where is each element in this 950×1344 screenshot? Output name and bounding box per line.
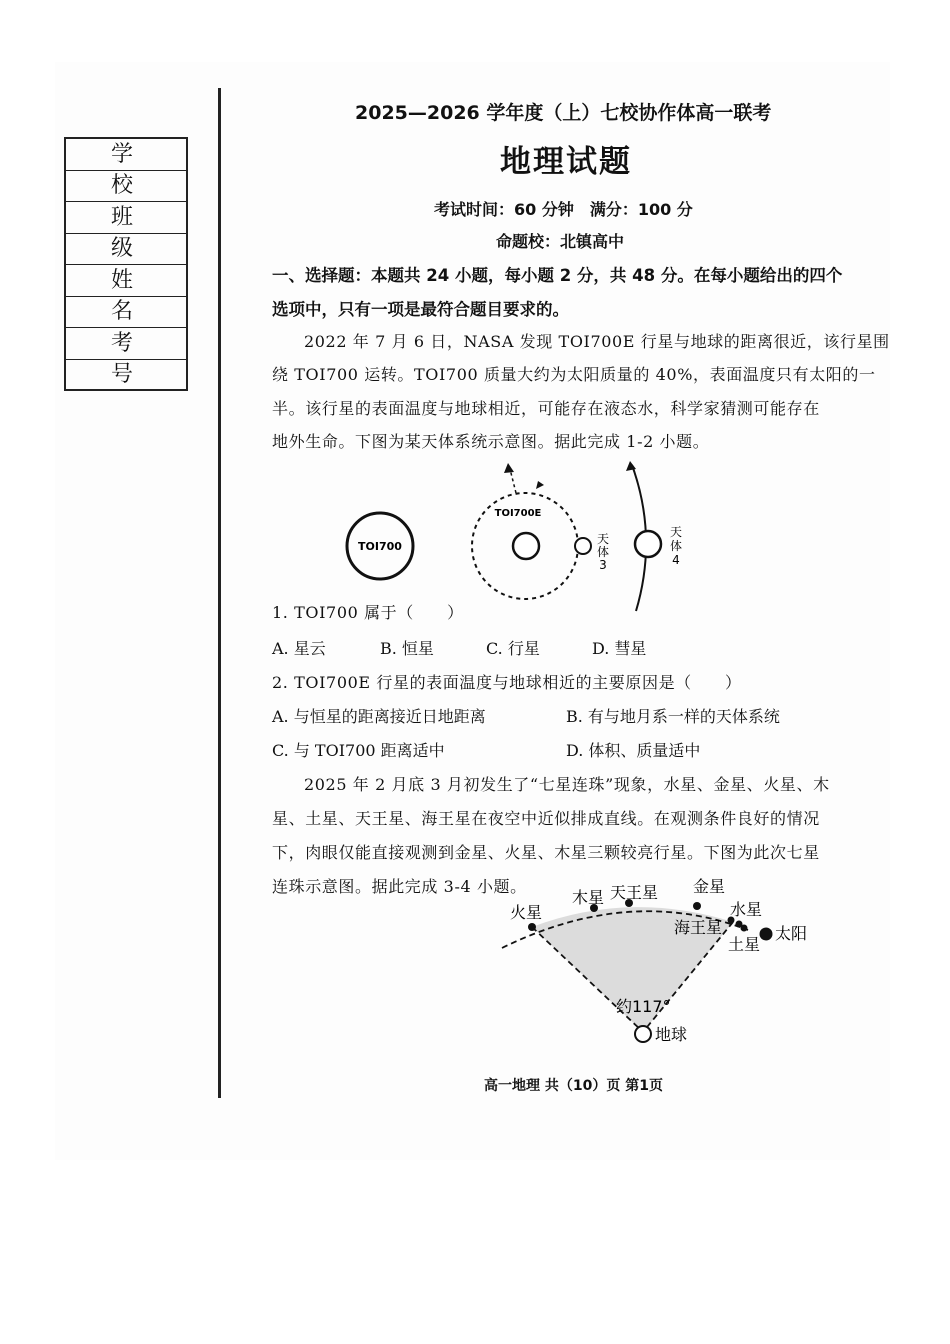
class-label: 班 级 xyxy=(66,202,186,234)
exam-info: 考试时间：60 分钟 满分：100 分 xyxy=(434,200,693,219)
body3-label: 天 xyxy=(596,532,610,546)
exam-title: 2025—2026 学年度（上）七校协作体高一联考 xyxy=(355,102,772,124)
passage2-line: 星、土星、天王星、海王星在夜空中近似排成直线。在观测条件良好的情况 xyxy=(272,809,820,828)
mercury-label: 水星 xyxy=(730,900,763,919)
passage1-line: 地外生命。下图为某天体系统示意图。据此完成 1-2 小题。 xyxy=(272,432,710,451)
passage2-line: 2025 年 2 月底 3 月初发生了“七星连珠”现象，水星、金星、火星、木 xyxy=(304,775,830,794)
body3-label: 体 xyxy=(596,545,610,559)
q2-option-c[interactable]: C. 与 TOI700 距离适中 xyxy=(272,741,445,760)
body4-label: 4 xyxy=(672,553,680,567)
body3-label: 3 xyxy=(599,558,607,572)
toi700e-planet xyxy=(513,533,539,559)
mars-label: 火星 xyxy=(510,903,543,922)
q1-option-d[interactable]: D. 彗星 xyxy=(592,639,647,658)
passage1-line: 半。该行星的表面温度与地球相近，可能存在液态水，科学家猜测可能存在 xyxy=(272,399,820,418)
planet-alignment-figure xyxy=(490,870,820,1050)
orbit-arrow-head-2 xyxy=(536,481,544,489)
celestial-system-figure xyxy=(330,455,710,615)
q2-option-a[interactable]: A. 与恒星的距离接近日地距离 xyxy=(272,707,486,726)
body4-label: 体 xyxy=(669,539,683,553)
passage2-line: 下，肉眼仅能直接观测到金星、火星、木星三颗较亮行星。下图为此次七星 xyxy=(272,843,820,862)
school-label: 学 校 xyxy=(66,139,186,171)
q2-stem: 2. TOI700E 行星的表面温度与地球相近的主要原因是（ ） xyxy=(272,673,742,692)
sun-dot xyxy=(760,928,773,941)
venus-label: 金星 xyxy=(693,877,726,896)
body3-circle xyxy=(575,538,591,554)
angle-label: 约117° xyxy=(616,997,671,1016)
q1-option-b[interactable]: B. 恒星 xyxy=(380,639,434,658)
body4-label: 天 xyxy=(669,525,683,539)
q2-option-b[interactable]: B. 有与地月系一样的天体系统 xyxy=(566,707,780,726)
venus-dot xyxy=(693,902,701,910)
name-label: 姓 名 xyxy=(66,265,186,297)
q2-option-d[interactable]: D. 体积、质量适中 xyxy=(566,741,701,760)
orbit-arrow-head xyxy=(504,463,514,473)
saturn-label: 土星 xyxy=(728,935,761,954)
section-heading-line1: 一、选择题：本题共 24 小题，每小题 2 分，共 48 分。在每小题给出的四个 xyxy=(272,266,843,285)
saturn-dot xyxy=(741,925,748,932)
page-footer: 高一地理 共（10）页 第1页 xyxy=(484,1078,663,1094)
toi700e-label: TOI700E xyxy=(494,508,542,519)
body4-circle xyxy=(635,531,661,557)
jupiter-label: 木星 xyxy=(572,888,605,907)
exam-number-label: 考 号 xyxy=(66,328,186,360)
q1-option-a[interactable]: A. 星云 xyxy=(272,639,326,658)
orbit-arrow-line xyxy=(510,469,516,493)
neptune-label: 海王星 xyxy=(674,918,723,937)
passage2-line: 连珠示意图。据此完成 3-4 小题。 xyxy=(272,877,527,896)
binding-line xyxy=(218,88,221,1098)
earth-circle xyxy=(635,1026,651,1042)
exam-school: 命题校：北镇高中 xyxy=(496,232,625,251)
student-info-box xyxy=(64,137,188,391)
toi700-label: TOI700 xyxy=(358,540,402,553)
subject-title: 地理试题 xyxy=(500,144,632,180)
q1-stem: 1. TOI700 属于（ ） xyxy=(272,603,464,622)
passage1-line: 2022 年 7 月 6 日，NASA 发现 TOI700E 行星与地球的距离很近，该行星围 xyxy=(304,332,890,351)
q1-option-c[interactable]: C. 行星 xyxy=(486,639,540,658)
mars-dot xyxy=(528,923,536,931)
section-heading-line2: 选项中，只有一项是最符合题目要求的。 xyxy=(272,300,569,319)
earth-label: 地球 xyxy=(655,1025,688,1044)
sun-label: 太阳 xyxy=(775,924,808,943)
passage1-line: 绕 TOI700 运转。TOI700 质量大约为太阳质量的 40%，表面温度只有太阳的一 xyxy=(272,365,876,384)
uranus-label: 天王星 xyxy=(610,883,659,902)
